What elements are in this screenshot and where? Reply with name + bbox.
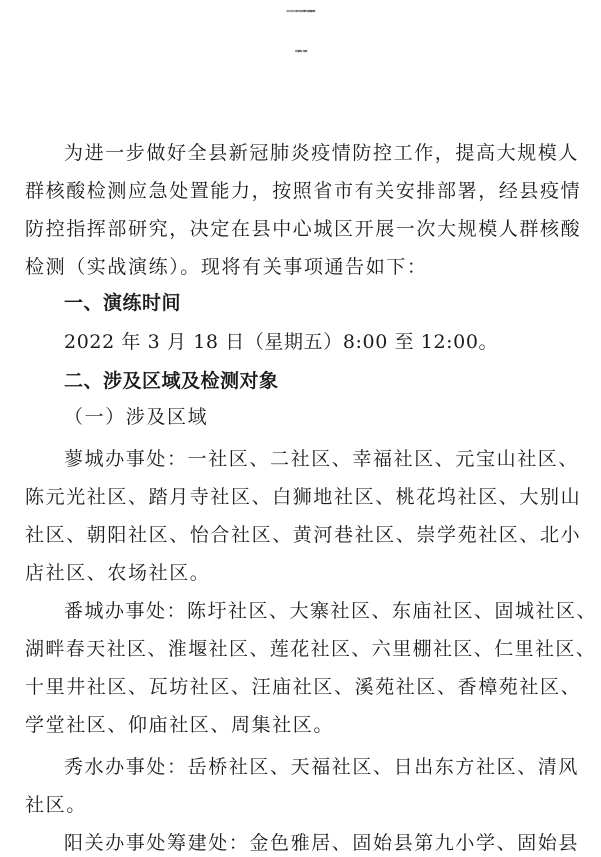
subheading-areas: （一）涉及区域 <box>64 406 209 428</box>
liaocheng-line-4: 店社区、农场社区。 <box>25 562 211 584</box>
drill-time-text: 2022 年 3 月 18 日（星期五）8:00 至 12:00。 <box>64 331 499 353</box>
yangguan-line-1: 阳关办事处筹建处：金色雅居、固始县第九小学、固始县 <box>64 832 580 854</box>
section-heading-area-and-targets: 二、涉及区域及检测对象 <box>64 370 279 392</box>
intro-line-2: 群核酸检测应急处置能力，按照省市有关安排部署，经县疫情 <box>25 180 582 202</box>
fancheng-line-3: 十里井社区、瓦坊社区、汪庙社区、溪苑社区、香樟苑社区、 <box>25 676 582 698</box>
liaocheng-line-2: 陈元光社区、踏月寺社区、白狮地社区、桃花坞社区、大别山 <box>25 486 582 508</box>
fancheng-line-2: 湖畔春天社区、淮堰社区、莲花社区、六里棚社区、仁里社区、 <box>25 638 597 660</box>
xiushui-line-2: 社区。 <box>25 794 87 816</box>
intro-line-1: 为进一步做好全县新冠肺炎疫情防控工作，提高大规模人 <box>64 142 580 164</box>
document-title-line-1: 关于在县中心城区开展大规模人群核酸检测 <box>286 11 315 13</box>
section-heading-drill-time: 一、演练时间 <box>64 292 182 314</box>
intro-line-3: 防控指挥部研究，决定在县中心城区开展一次大规模人群核酸 <box>25 218 582 240</box>
intro-line-4: 检测（实战演练）。现将有关事项通告如下： <box>25 256 428 278</box>
liaocheng-line-1: 蓼城办事处：一社区、二社区、幸福社区、元宝山社区、 <box>64 448 580 470</box>
document-title-line-2: （实战演练）的通告 <box>293 51 308 53</box>
liaocheng-line-3: 社区、朝阳社区、怡合社区、黄河巷社区、崇学苑社区、北小 <box>25 524 582 546</box>
fancheng-line-4: 学堂社区、仰庙社区、周集社区。 <box>25 714 335 736</box>
fancheng-line-1: 番城办事处：陈圩社区、大寨社区、东庙社区、固城社区、 <box>64 600 598 622</box>
xiushui-line-1: 秀水办事处：岳桥社区、天福社区、日出东方社区、清风 <box>64 756 580 778</box>
